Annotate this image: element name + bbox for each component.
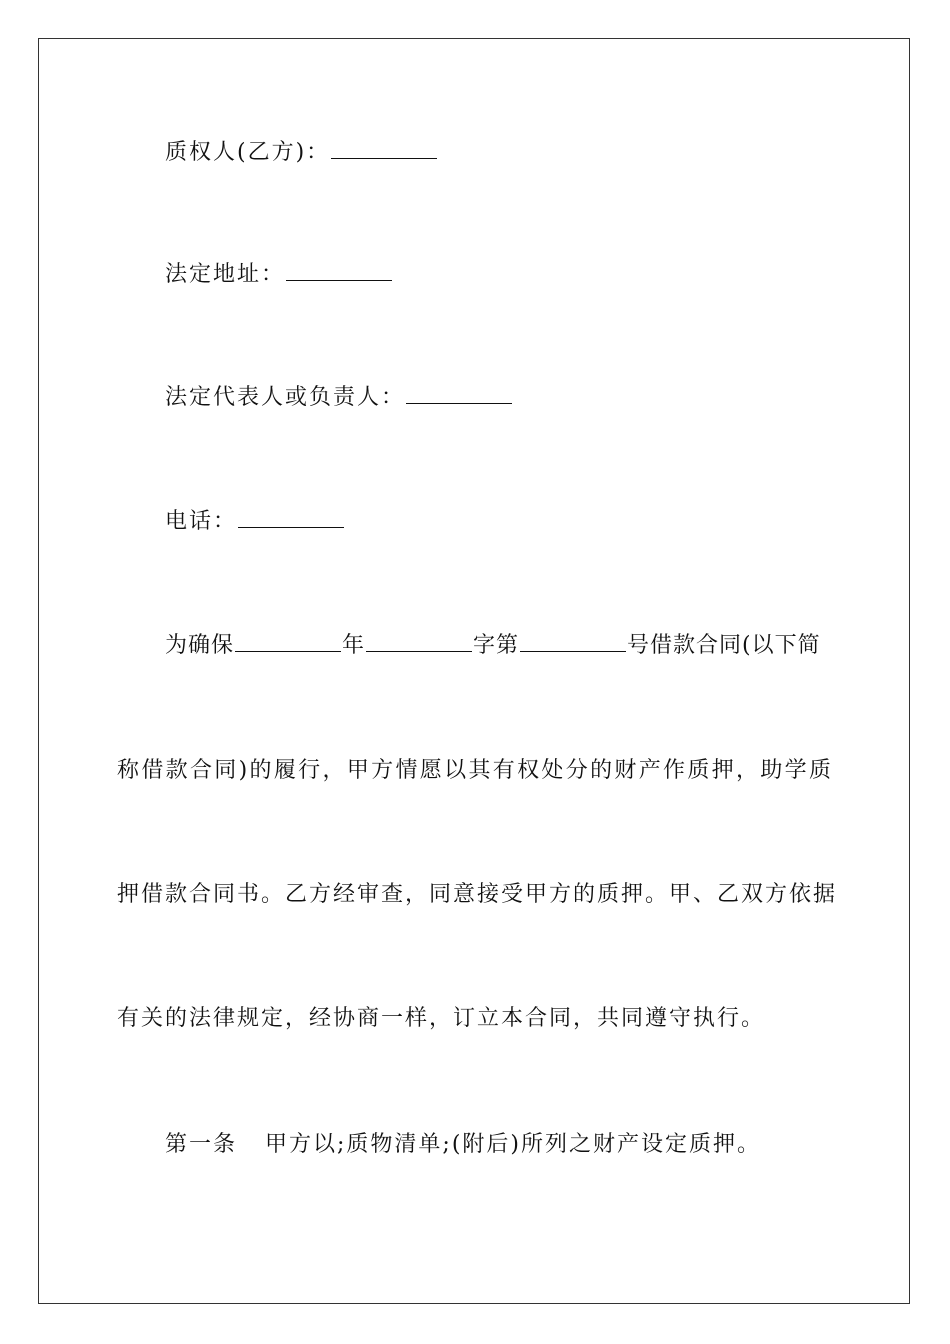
phone-label: 电话： [165,509,238,534]
para1-year: 年 [342,633,366,658]
address-label: 法定地址： [165,262,286,287]
address-line [165,260,833,290]
para1-prefix: 为确保 [165,633,235,658]
paragraph-1-line-4: 有关的法律规定，经协商一样，订立本合同，共同遵守执行。 [117,1006,766,1031]
article-1 [165,1130,833,1160]
paragraph-1-line-2: 称借款合同)的履行，甲方情愿以其有权处分的财产作质押，助学质 [117,758,833,783]
pledgee-blank [331,138,437,159]
representative-line [165,383,833,413]
loan-number-blank [520,631,626,652]
loan-year-blank [235,631,341,652]
paragraph-1-line-3: 押借款合同书。乙方经审查，同意接受甲方的质押。甲、乙双方依据 [117,882,838,907]
phone-blank [238,507,344,528]
para1-suffix: 号借款合同(以下简 [627,633,821,658]
article-1-label: 第一条 [165,1132,238,1157]
paragraph-1-line-1 [165,631,833,661]
article-1-text: 甲方以;质物清单;(附后)所列之财产设定质押。 [265,1132,762,1157]
representative-blank [406,383,512,404]
phone-line [165,507,833,537]
loan-char-blank [366,631,472,652]
representative-label: 法定代表人或负责人： [165,385,406,410]
pledgee-label: 质权人(乙方)： [165,140,331,165]
pledgee-line [165,138,833,168]
address-blank [286,260,392,281]
page-frame [38,38,910,1304]
para1-char: 字第 [473,633,520,658]
